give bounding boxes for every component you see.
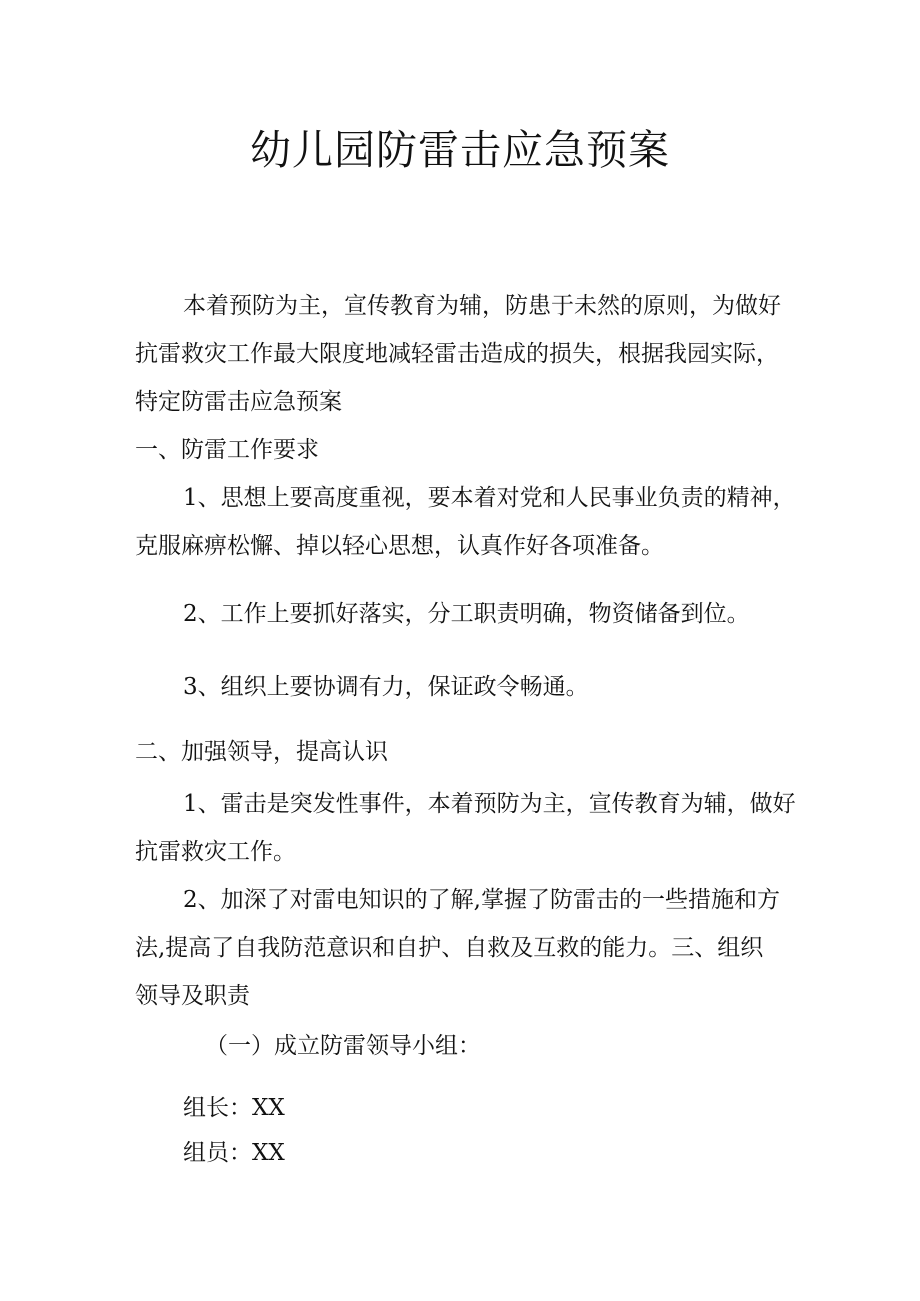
intro-line-3: 特定防雷击应急预案 — [135, 389, 342, 415]
section-2-item-2-line-3: 领导及职责 — [135, 983, 250, 1009]
section-1-item-2: 2、工作上要抓好落实，分工职责明确，物资储备到位。 — [183, 601, 750, 627]
section-2-heading: 二、加强领导，提高认识 — [135, 739, 388, 765]
document-title: 幼儿园防雷击应急预案 — [250, 126, 670, 174]
group-leader-line: 组长：XX — [183, 1095, 285, 1121]
section-1-item-1-line-2: 克服麻痹松懈、掉以轻心思想，认真作好各项准备。 — [135, 533, 664, 559]
section-1-heading: 一、防雷工作要求 — [135, 437, 319, 463]
section-3-subheading: （一）成立防雷领导小组： — [205, 1033, 481, 1059]
section-2-item-2-line-1: 2、加深了对雷电知识的了解,掌握了防雷击的一些措施和方 — [183, 887, 780, 913]
section-2-item-1-line-2: 抗雷救灾工作。 — [135, 839, 296, 865]
intro-line-1: 本着预防为主，宣传教育为辅，防患于未然的原则，为做好 — [183, 293, 781, 319]
intro-line-2: 抗雷救灾工作最大限度地减轻雷击造成的损失，根据我园实际， — [135, 341, 779, 367]
section-1-item-1-line-1: 1、思想上要高度重视，要本着对党和人民事业负责的精神， — [183, 485, 796, 511]
group-member-line: 组员：XX — [183, 1140, 285, 1166]
section-2-item-1-line-1: 1、雷击是突发性事件，本着预防为主，宣传教育为辅，做好 — [183, 791, 796, 817]
section-2-item-2-line-2: 法,提高了自我防范意识和自护、自救及互救的能力。三、组织 — [135, 935, 764, 961]
section-1-item-3: 3、组织上要协调有力，保证政令畅通。 — [183, 674, 589, 700]
